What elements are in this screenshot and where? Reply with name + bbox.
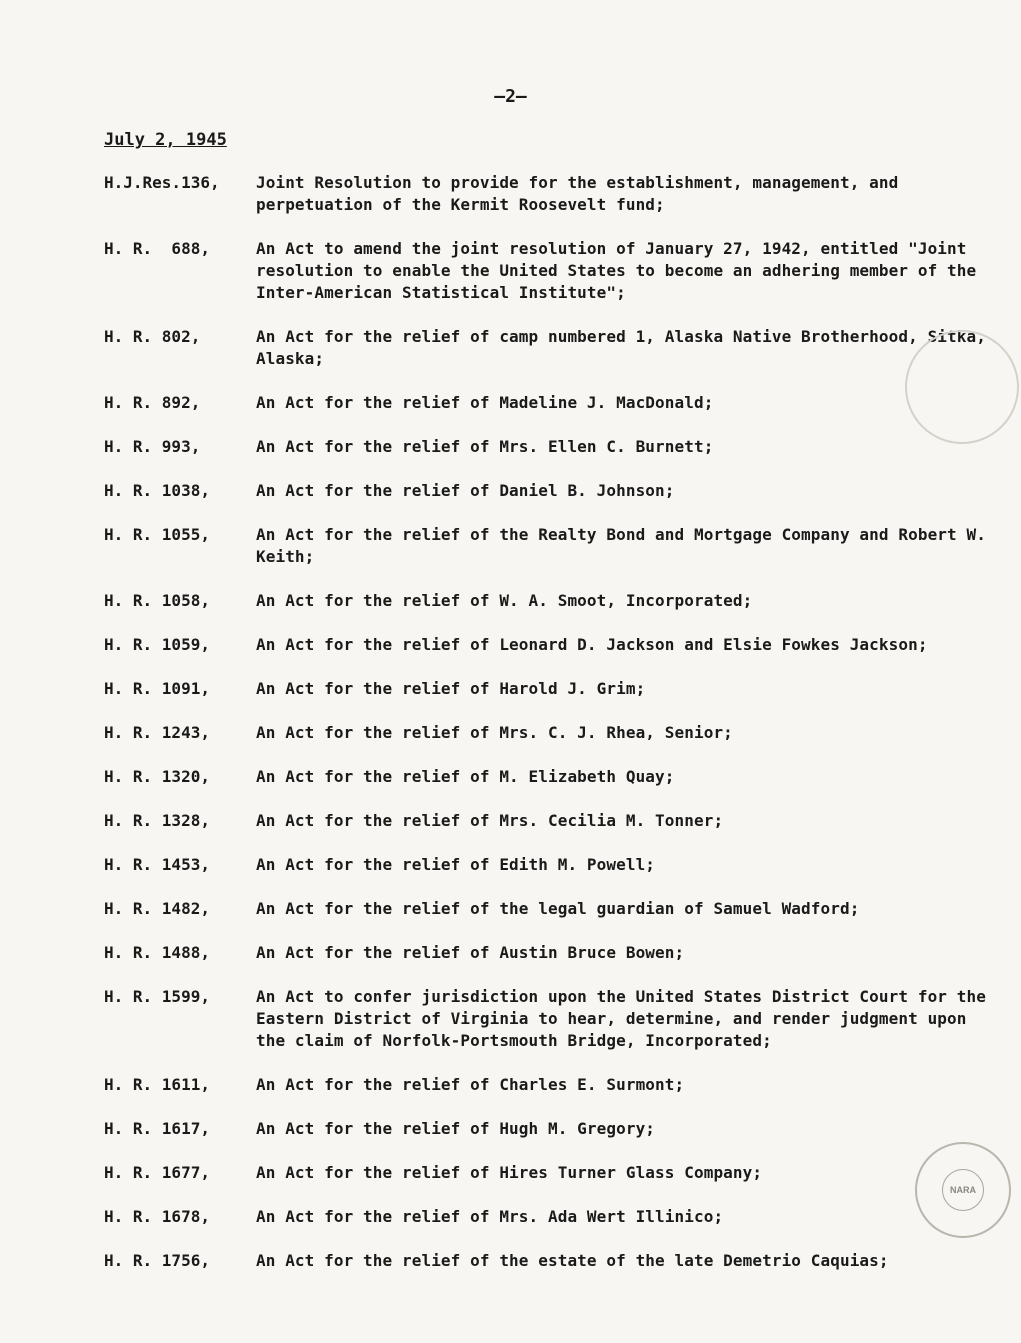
bill-number: H. R. 1055, xyxy=(104,525,210,544)
bill-number: H. R. 1453, xyxy=(104,855,210,874)
bill-number: H. R. 1756, xyxy=(104,1251,210,1270)
bill-entry xyxy=(104,810,994,832)
bill-description: An Act for the relief of Harold J. Grim; xyxy=(256,679,646,698)
bill-entry xyxy=(104,1074,994,1096)
bill-description: An Act for the relief of Mrs. Ellen C. Burnett; xyxy=(256,437,714,456)
bill-number: H. R. 1488, xyxy=(104,943,210,962)
bill-description: An Act to amend the joint resolution of January 27, 1942, entitled "Joint resolution to enable the United States to become an adhering member of the Inter-American Statistical Institute"; xyxy=(256,239,977,302)
bill-number: H. R. 1058, xyxy=(104,591,210,610)
bill-number: H. R. 1599, xyxy=(104,987,210,1006)
library-seal-stamp xyxy=(915,1142,1011,1238)
page-number: —2— xyxy=(494,86,527,107)
bill-number: H. R. 892, xyxy=(104,393,201,412)
bill-description: An Act for the relief of Charles E. Surmont; xyxy=(256,1075,685,1094)
bill-description: An Act for the relief of camp numbered 1, Alaska Native Brotherhood, Sitka, Alaska; xyxy=(256,327,986,368)
bill-number: H. R. 1482, xyxy=(104,899,210,918)
bill-number: H. R. 993, xyxy=(104,437,201,456)
bill-entry xyxy=(104,766,994,788)
bill-number: H.J.Res.136, xyxy=(104,173,220,192)
bill-description: An Act for the relief of W. A. Smoot, Incorporated; xyxy=(256,591,753,610)
bill-description: An Act for the relief of Mrs. Cecilia M. Tonner; xyxy=(256,811,724,830)
bill-number: H. R. 1328, xyxy=(104,811,210,830)
bill-entry xyxy=(104,238,994,304)
bill-description: An Act for the relief of the Realty Bond and Mortgage Company and Robert W. Keith; xyxy=(256,525,986,566)
bill-description: An Act for the relief of Austin Bruce Bowen; xyxy=(256,943,685,962)
bill-description: An Act to confer jurisdiction upon the United States District Court for the Eastern District of Virginia to hear, determine, and render judgment upon the claim of Norfolk-Portsmouth Bridge, Incorporated; xyxy=(256,987,986,1050)
bill-entry xyxy=(104,1206,994,1228)
bill-entry xyxy=(104,392,994,414)
bill-description: An Act for the relief of Mrs. Ada Wert Illinico; xyxy=(256,1207,724,1226)
nara-seal-center: NARA xyxy=(942,1169,984,1211)
bill-number: H. R. 1059, xyxy=(104,635,210,654)
bill-number: H. R. 1677, xyxy=(104,1163,210,1182)
bill-entry xyxy=(104,326,994,370)
bill-number: H. R. 1678, xyxy=(104,1207,210,1226)
bill-description: An Act for the relief of Mrs. C. J. Rhea, Senior; xyxy=(256,723,733,742)
bill-entry xyxy=(104,678,994,700)
bill-entry xyxy=(104,634,994,656)
bill-description: An Act for the relief of Hires Turner Glass Company; xyxy=(256,1163,763,1182)
bill-entry xyxy=(104,480,994,502)
bill-description: An Act for the relief of Hugh M. Gregory; xyxy=(256,1119,656,1138)
bill-number: H. R. 1243, xyxy=(104,723,210,742)
bill-number: H. R. 1611, xyxy=(104,1075,210,1094)
archive-stamp-faint xyxy=(905,330,1019,444)
bill-entry xyxy=(104,986,994,1052)
bill-entry xyxy=(104,898,994,920)
bill-entry xyxy=(104,942,994,964)
bill-description: An Act for the relief of the estate of the late Demetrio Caquias; xyxy=(256,1251,889,1270)
date-heading: July 2, 1945 xyxy=(104,130,227,150)
bill-number: H. R. 1038, xyxy=(104,481,210,500)
bill-entry xyxy=(104,172,994,216)
bill-entry xyxy=(104,722,994,744)
bill-entry xyxy=(104,854,994,876)
bill-number: H. R. 1320, xyxy=(104,767,210,786)
bill-entry xyxy=(104,1118,994,1140)
bill-entry xyxy=(104,524,994,568)
bill-list xyxy=(104,172,994,1272)
bill-description: An Act for the relief of the legal guardian of Samuel Wadford; xyxy=(256,899,860,918)
bill-description: An Act for the relief of Daniel B. Johnson; xyxy=(256,481,675,500)
bill-entry xyxy=(104,436,994,458)
bill-description: Joint Resolution to provide for the establishment, management, and perpetuation of the Kermit Roosevelt fund; xyxy=(256,173,899,214)
bill-number: H. R. 1091, xyxy=(104,679,210,698)
bill-number: H. R. 688, xyxy=(104,239,210,258)
bill-description: An Act for the relief of Leonard D. Jackson and Elsie Fowkes Jackson; xyxy=(256,635,928,654)
bill-number: H. R. 802, xyxy=(104,327,201,346)
bill-description: An Act for the relief of Madeline J. MacDonald; xyxy=(256,393,714,412)
bill-entry xyxy=(104,590,994,612)
bill-entry xyxy=(104,1250,994,1272)
bill-description: An Act for the relief of Edith M. Powell; xyxy=(256,855,656,874)
bill-entry xyxy=(104,1162,994,1184)
bill-description: An Act for the relief of M. Elizabeth Quay; xyxy=(256,767,675,786)
bill-number: H. R. 1617, xyxy=(104,1119,210,1138)
